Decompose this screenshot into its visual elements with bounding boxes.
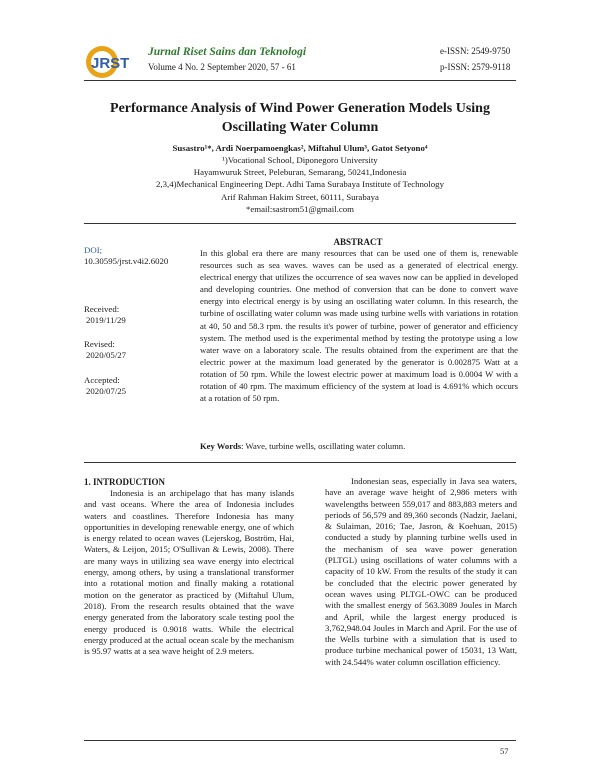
doi-label: DOI; xyxy=(84,245,103,255)
keywords-label: Key Words xyxy=(200,441,242,451)
paper-title xyxy=(60,99,540,137)
doi-value[interactable]: 10.30595/jrst.v4i2.6020 xyxy=(84,256,169,266)
paper-title-line-1: Performance Analysis of Wind Power Generation Models Using xyxy=(110,101,490,116)
p-issn: p-ISSN: 2579-9118 xyxy=(440,62,511,72)
keywords-value: : Wave, turbine wells, oscillating water column. xyxy=(241,441,406,451)
body-column-right xyxy=(325,476,517,668)
accepted-date: 2020/07/25 xyxy=(86,386,127,396)
abstract-divider xyxy=(84,462,516,463)
journal-logo xyxy=(84,44,130,80)
e-issn: e-ISSN: 2549-9750 xyxy=(440,46,511,56)
abstract-heading: ABSTRACT xyxy=(333,237,383,247)
title-divider xyxy=(84,223,516,224)
journal-volume: Volume 4 No. 2 September 2020, 57 - 61 xyxy=(148,62,296,72)
affiliation-line: ¹)Vocational School, Diponegoro University xyxy=(222,155,378,165)
abstract-text: In this global era there are many resources that can be used one of them is, renewable resources such as sea waves. waves can be used as a generated of electrical energy. electrical energy that utilizes the occurrence of sea waves now can be applied in developed and developing countries. One method of conversion that can be done to convert wave energy into electrical energy is by using an oscillating water column. In this research, the turbine of oscillating water column was made using turbine wells with variations in rotation at 40, 50 and 58.3 rpm. the results it's power of turbine, power of generator and efficiency system. The method used is the experimental method by testing the prototype using a low water wave on a laboratory scale. The results obtained from the experiment are that the electric power at the maximum load generated by the generator is 0.002875 Watt at a rotation of 50 rpm. While the lowest electric power at maximum load is 0.0004 W with a rotation of 40 rpm. The maximum efficiency of the system at load is 4.691% which occurs at a rotation of 50 rpm. xyxy=(200,248,518,404)
accepted-label: Accepted: xyxy=(84,375,120,385)
received-label: Received: xyxy=(84,304,120,314)
keywords xyxy=(200,441,518,451)
footer-divider xyxy=(84,740,516,741)
revised-label: Revised: xyxy=(84,339,115,349)
author-list: Susastro¹*, Ardi Noerpamoengkas², Miftahul Ulum³, Gatot Setyono⁴ xyxy=(172,143,428,153)
received-date: 2019/11/29 xyxy=(86,315,126,325)
section-heading-introduction: 1. INTRODUCTION xyxy=(84,477,166,487)
affiliation-line: Hayamwuruk Street, Peleburan, Semarang, 50241,Indonesia xyxy=(193,167,407,178)
affiliation-line: Arif Rahman Hakim Street, 60111, Surabaya xyxy=(221,191,379,202)
affiliation-line: 2,3,4)Mechanical Engineering Dept. Adhi Tama Surabaya Institute of Technology xyxy=(156,179,444,190)
paper-title-line-2: Oscillating Water Column xyxy=(221,120,379,135)
affiliations xyxy=(60,154,540,215)
revised-date: 2020/05/27 xyxy=(86,350,127,360)
header-divider xyxy=(84,80,516,81)
page-number: 57 xyxy=(500,746,509,756)
journal-name: Jurnal Riset Sains dan Teknologi xyxy=(148,46,307,58)
body-column-left xyxy=(84,488,294,657)
revised-block xyxy=(84,339,194,361)
accepted-block xyxy=(84,375,194,397)
received-block xyxy=(84,304,194,326)
corresponding-email: *email:sastrom51@gmail.com xyxy=(245,203,355,214)
doi-block xyxy=(84,245,194,267)
paragraph: Indonesian seas, especially in Java sea waters, have an average wave height of 2,986 meters with wavelengths between 559,017 and 883,883 meters and periods of 56,579 and 89,360 seconds (Nadzir, Jaelani, & Sulaiman, 2016; Tae, Jasron, & Koehuan, 2015) conducted a study by planning turbine wells used in the mechanism of sea wave power generation (PLTGL) using oscillations of water columns with a capacity of 10 kW. From the results of the study it can be concluded that the electric power generated by ocean waves using PLTGL-OWC can be produced with the smallest energy of 563.3089 Joules in March and April, while the largest energy produced is 3,762,948.04 Joules in March and April. For the use of the Wells turbine with a simulation that is used to produce turbine mechanical power of 15031, 13 Watt, with 24.544% water column oscillation efficiency. xyxy=(325,476,517,667)
paragraph: Indonesia is an archipelago that has many islands and vast oceans. Where the area of Indonesia includes waters and coastlines. Therefore Indonesia has many opportunities in developing renewable energy, one of which is energy related to ocean waves (Lejerskog, Boström, Hai, Waters, & Leijon, 2015; O'Sullivan & Lewis, 2008). There are many ways in utilizing sea wave energy into electrical energy, among others, by using a translational transformer into a rotational motion and finally making a rotational motion on the generator as practiced by (Miftahul Ulum, 2018). From the research results obtained that the wave energy generated from the laboratory scale testing pool the energy produced is 0.9018 watts. While the electrical energy produced at the actual ocean scale by the mechanism is 95.97 watts at a sea wave height of 2.9 meters. xyxy=(84,488,294,657)
journal-logo-text: JRST xyxy=(91,55,130,72)
